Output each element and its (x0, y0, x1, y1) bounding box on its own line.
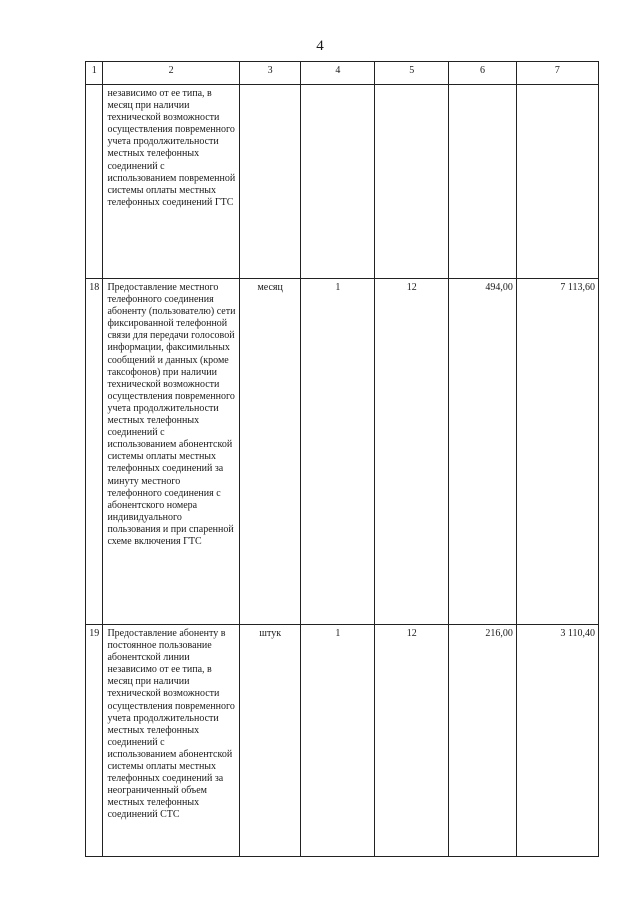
column-number-3: 3 (239, 62, 301, 85)
row-number: 19 (86, 625, 103, 857)
table-row-continuation (86, 85, 599, 279)
unit-cell (239, 85, 301, 279)
unit: месяц (239, 279, 301, 625)
column-number-6: 6 (449, 62, 517, 85)
service-description: Предоставление местного телефонного соединения абоненту (пользователю) сети фиксированной телефонной связи для передачи голосовой информации, факсимильных сообщений и данных (кроме таксофонов) при наличии технической возможности осуществления повременного учета продолжительности местных телефонных соединений с использованием абонентской системы оплаты местных телефонных соединений за минуту местного телефонного соединения с абонентского номера индивидуального пользования и при спаренной схеме включения ГТС (103, 279, 239, 625)
service-description: независимо от ее типа, в месяц при наличии технической возможности осуществления повременного учета продолжительности местных телефонных соединений с использованием повременной системы оплаты местных телефонных соединений ГТС (103, 85, 239, 279)
page-number: 4 (316, 38, 324, 54)
total-amount: 7 113,60 (516, 279, 598, 625)
total-cell (516, 85, 598, 279)
row-number-cell (86, 85, 103, 279)
table-row (86, 279, 599, 625)
months: 12 (375, 625, 449, 857)
unit-price: 494,00 (449, 279, 517, 625)
table-row (86, 625, 599, 857)
quantity: 1 (301, 625, 375, 857)
unit-price: 216,00 (449, 625, 517, 857)
column-number-1: 1 (86, 62, 103, 85)
quantity: 1 (301, 279, 375, 625)
months: 12 (375, 279, 449, 625)
row-number: 18 (86, 279, 103, 625)
services-table (85, 61, 599, 857)
total-amount: 3 110,40 (516, 625, 598, 857)
months-cell (375, 85, 449, 279)
column-number-4: 4 (301, 62, 375, 85)
column-number-7: 7 (516, 62, 598, 85)
service-description: Предоставление абоненту в постоянное пользование абонентской линии независимо от ее типа, в месяц при наличии технической возможности осуществления повременного учета продолжительности местных телефонных соединений с использованием абонентской системы оплаты местных телефонных соединений за неограниченный объем местных телефонных соединений СТС (103, 625, 239, 857)
price-cell (449, 85, 517, 279)
column-number-header-row (86, 62, 599, 85)
quantity-cell (301, 85, 375, 279)
unit: штук (239, 625, 301, 857)
column-number-2: 2 (103, 62, 239, 85)
column-number-5: 5 (375, 62, 449, 85)
